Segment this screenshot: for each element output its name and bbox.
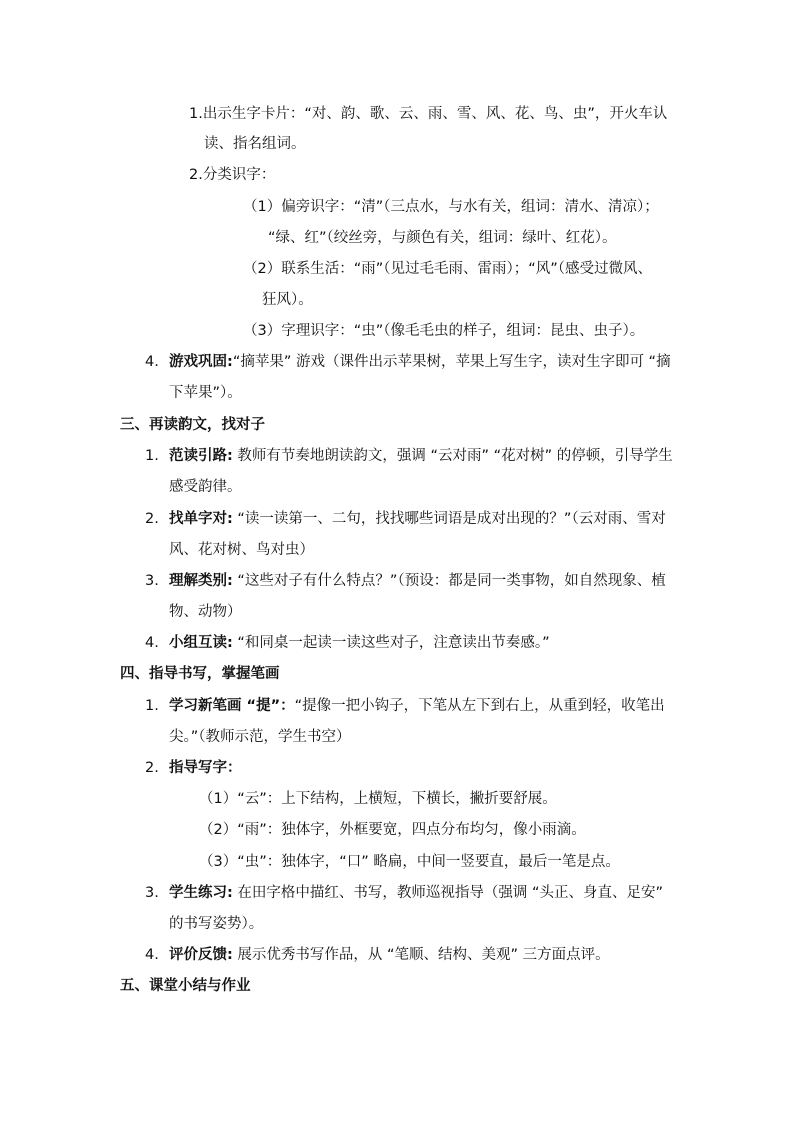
sub-body: 字理识字：“虫”（像毛毛虫的样子，组词：昆虫、虫子）。 — [281, 323, 645, 339]
s2-sub-2 — [243, 259, 652, 279]
sub-body: “雨”：独体字，外框要宽，四点分布均匀，像小雨滴。 — [237, 822, 586, 838]
item-label: 理解类别: — [169, 573, 233, 589]
s2-item-1-cont: 读、指名组词。 — [204, 136, 306, 152]
item-label: 找单字对: — [169, 511, 233, 527]
s4-item-2 — [145, 758, 242, 778]
s4-item-3-cont: 的书写姿势）。 — [169, 916, 264, 932]
item-number: 4. — [145, 354, 159, 370]
sub-number: （3） — [243, 323, 282, 339]
item-number: 3. — [145, 573, 159, 589]
item-number: 2. — [145, 760, 159, 776]
item-label: 范读引路: — [169, 448, 233, 464]
item-number: 2. — [145, 511, 159, 527]
s2-sub-3 — [243, 321, 644, 341]
s3-item-1 — [145, 446, 673, 466]
item-body: “读一读第一、二句，找找哪些词语是成对出现的？”（云对雨、雪对 — [232, 511, 666, 527]
s2-item-2 — [189, 165, 275, 185]
s4-sub-1 — [199, 789, 557, 809]
section-5-heading: 五、课堂小结与作业 — [120, 978, 251, 994]
item-number: 4. — [145, 947, 159, 963]
item-body: 教师有节奏地朗读韵文，强调 “云对雨” “花对树” 的停顿，引导学生 — [232, 448, 673, 464]
s4-item-1-cont: 尖。”（教师示范，学生书空） — [169, 729, 351, 745]
s4-item-4 — [145, 945, 610, 965]
item-body: 分类识字： — [202, 167, 276, 183]
item-label: 小组互读: — [169, 635, 233, 651]
item-number: 1. — [145, 448, 159, 464]
item-number: 1. — [145, 698, 159, 714]
s4-sub-2 — [199, 820, 586, 840]
s2-item-4 — [145, 352, 671, 372]
item-label: 评价反馈: — [169, 947, 233, 963]
item-label: 指导写字： — [169, 760, 242, 776]
item-body: “和同桌一起读一读这些对子，注意读出节奏感。” — [232, 635, 550, 651]
s2-item-1 — [189, 104, 667, 124]
item-label: 学生练习: — [169, 885, 233, 901]
item-number: 1. — [189, 106, 203, 122]
s3-item-2 — [145, 509, 666, 529]
s2-sub-2-cont: 狂风）。 — [262, 292, 313, 308]
sub-body: 联系生活：“雨”（见过毛毛雨、雷雨）；“风”（感受过微风、 — [281, 261, 653, 277]
sub-number: （3） — [199, 854, 238, 870]
item-body: “摘苹果” 游戏（课件出示苹果树，苹果上写生字，读对生字即可 “摘 — [232, 354, 671, 370]
s4-item-3 — [145, 883, 663, 903]
sub-number: （2） — [199, 822, 238, 838]
s3-item-2-cont: 风、花对树、鸟对虫） — [169, 542, 314, 558]
item-label: 游戏巩固: — [169, 354, 233, 370]
item-body: 在田字格中描红、书写，教师巡视指导（强调 “头正、身直、足安” — [232, 885, 664, 901]
item-number: 2. — [189, 167, 203, 183]
item-label: 学习新笔画 “提”： — [169, 698, 295, 714]
sub-number: （2） — [243, 261, 282, 277]
s2-sub-1-cont: “绿、红”（绞丝旁，与颜色有关，组词：绿叶、红花）。 — [268, 230, 617, 246]
s3-item-4 — [145, 633, 550, 653]
sub-body: “云”：上下结构，上横短，下横长，撇折要舒展。 — [237, 791, 557, 807]
item-body: “提像一把小钩子，下笔从左下到右上，从重到轻，收笔出 — [294, 698, 665, 714]
sub-body: 偏旁识字：“清”（三点水，与水有关，组词：清水、清凉）； — [281, 199, 659, 215]
s4-item-1 — [145, 696, 665, 716]
s2-sub-1 — [243, 197, 659, 217]
item-body: 展示优秀书写作品，从 “笔顺、结构、美观” 三方面点评。 — [232, 947, 610, 963]
s3-item-1-cont: 感受韵律。 — [169, 479, 242, 495]
sub-body: “虫”：独体字，“口” 略扁，中间一竖要直，最后一笔是点。 — [237, 854, 620, 870]
item-number: 3. — [145, 885, 159, 901]
item-number: 4. — [145, 635, 159, 651]
section-3-heading: 三、再读韵文，找对子 — [120, 417, 265, 433]
s3-item-3 — [145, 571, 666, 591]
section-4-heading: 四、指导书写，掌握笔画 — [120, 666, 280, 682]
sub-number: （1） — [243, 199, 282, 215]
s4-sub-3 — [199, 852, 620, 872]
item-body: 出示生字卡片：“对、韵、歌、云、雨、雪、风、花、鸟、虫”，开火车认 — [202, 106, 668, 122]
sub-number: （1） — [199, 791, 238, 807]
item-body: “这些对子有什么特点？”（预设：都是同一类事物，如自然现象、植 — [232, 573, 666, 589]
s2-item-4-cont: 下苹果”）。 — [169, 385, 242, 401]
s3-item-3-cont: 物、动物） — [169, 604, 242, 620]
